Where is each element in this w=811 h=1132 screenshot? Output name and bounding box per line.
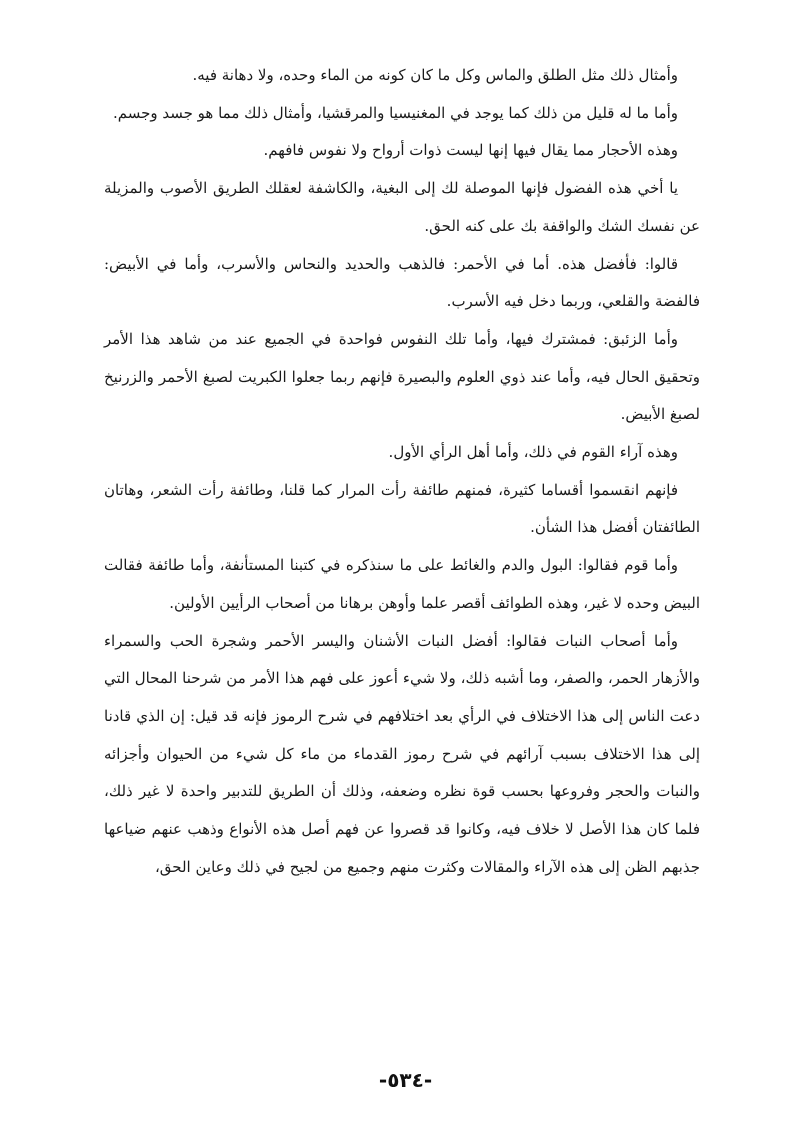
- paragraph-8: فإنهم انقسموا أقساما كثيرة، فمنهم طائفة رأت المرار كما قلنا، وطائفة رأت الشعر، وهاتان الطائفتان أفضل هذا الشأن.: [104, 480, 700, 537]
- paragraph-4: يا أخي هذه الفضول فإنها الموصلة لك إلى البغية، والكاشفة لعقلك الطريق الأصوب والمزيلة عن نفسك الشك والواقفة بك على كنه الحق.: [104, 179, 700, 235]
- paragraph-7: وهذه آراء القوم في ذلك، وأما أهل الرأي الأول.: [388, 443, 678, 462]
- paragraph-6: وأما الزئبق: فمشترك فيها، وأما تلك النفوس فواحدة في الجميع عند من شاهد هذا الأمر وتحقيق الحال فيه، وأما عند ذوي العلوم والبصيرة فإنهم ربما جعلوا الكبريت لصبغ الأحمر والزرنيخ لصبغ الأبيض.: [104, 329, 700, 424]
- paragraph-10: وأما أصحاب النبات فقالوا: أفضل النبات الأشنان واليسر الأحمر وشجرة الحب والسمراء والأزهار الحمر، والصفر، وما أشبه ذلك، ولا شيء أعوز على فهم هذا الأمر من شرحنا المحال التي دعت الناس إلى هذا الاختلاف في الرأي بعد اختلافهم في شرح الرموز فإنه قد قيل: إن الذي قادنا إلى هذا الاختلاف بسبب آرائهم في شرح رموز القدماء من ماء كل شيء من الحيوان وأجزائه والنبات والحجر وفروعها بحسب قوة نظره وضعفه، وذلك أن الطريق للتدبير واحدة لا غير ذلك، فلما كان هذا الأصل لا خلاف فيه، وكانوا قد قصروا عن فهم أصل هذه الأنواع وذهب عنهم ضياعها جذبهم الظن إلى هذه الآراء والمقالات وكثرت منهم وجميع من لجيح في ذلك وعاين الحق،: [104, 631, 700, 876]
- paragraph-5: قالوا: فأفضل هذه. أما في الأحمر: فالذهب والحديد والنحاس والأسرب، وأما في الأبيض: فالفضة والقلعي، وربما دخل فيه الأسرب.: [104, 254, 700, 311]
- paragraph-3: وهذه الأحجار مما يقال فيها إنها ليست ذوات أرواح ولا نفوس فافهم.: [263, 141, 678, 160]
- paragraph-9: وأما قوم فقالوا: البول والدم والغائط على ما سنذكره في كتبنا المستأنفة، وأما طائفة فقالت البيض وحده لا غير، وهذه الطوائف أقصر علما وأوهن برهانا من أصحاب الرأيين الأولين.: [104, 556, 700, 612]
- paragraph-2: وأما ما له قليل من ذلك كما يوجد في المغنيسيا والمرقشيا، وأمثال ذلك مما هو جسد وجسم.: [112, 103, 678, 122]
- page-number: -٥٣٤-: [378, 1068, 433, 1092]
- body-text: [104, 57, 700, 886]
- paragraph-1: وأمثال ذلك مثل الطلق والماس وكل ما كان كونه من الماء وحده، ولا دهانة فيه.: [192, 66, 678, 84]
